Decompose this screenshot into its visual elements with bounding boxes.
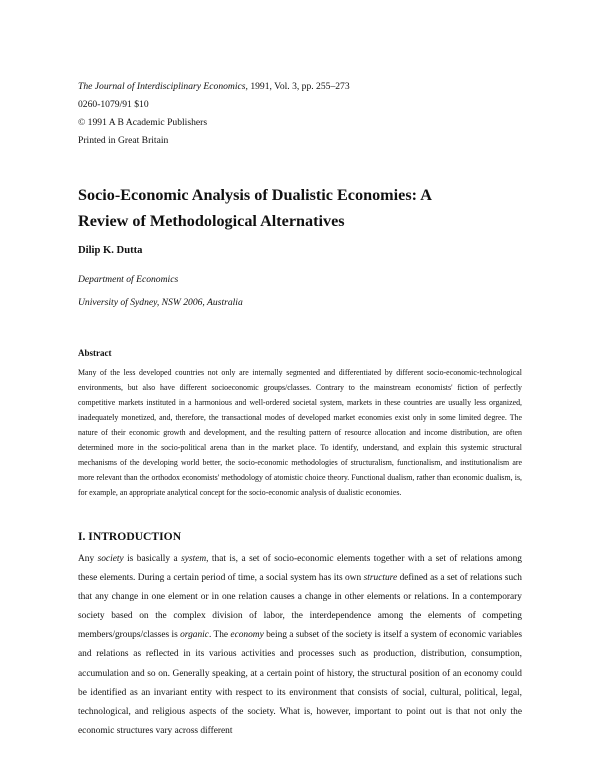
abstract-text: Many of the less developed countries not only are internally segmented and differentiated by different socio-economic-technological environments, but also have different socioeconomic groups/classes. Contrary to the mainstream economists' fiction of perfectly competitive markets instituted in a harmonious and well-ordered societal system, markets in these countries are usually less organized, inadequately monetized, and, therefore, the transactional modes of developed market economies exist only in some limited degree. The nature of their economic growth and development, and the resulting pattern of resource allocation and income distribution, are often determined more in the socio-political arena than in the market place. To identify, understand, and explain this systemic structural mechanisms of the developing world better, the socio-economic methodologies of structuralism, functionalism, and institutionalism are more relevant than the orthodox economists' methodology of atomistic choice theory. Functional dualism, rather than economic dualism, is, for example, an appropriate analytical concept for the socio-economic analysis of dualistic economies. <box>78 368 522 497</box>
emphasis-system: system <box>181 554 207 564</box>
affiliation <box>78 268 522 314</box>
copyright-line: © 1991 A B Academic Publishers <box>78 117 208 128</box>
journal-citation <box>78 80 522 93</box>
text-run: being a subset of the society is itself a system of economic variables and relations as reflected in its various activities and processes such as production, distribution, consumption, accumulation and so on. Generally speaking, at a certain point of history, the structural position of an economy could be identified as an invariant entity with respect to its environment that consists of social, cultural, political, legal, technological, and religious aspects of the society. What is, however, important to point out is that not only the economic structures vary across different <box>78 630 522 736</box>
abstract-heading: Abstract <box>78 348 112 358</box>
publication-info <box>78 80 522 147</box>
emphasis-economy: economy <box>230 630 264 641</box>
university: University of Sydney, NSW 2006, Australia <box>78 297 243 308</box>
emphasis-society: society <box>97 554 124 564</box>
printed-line: Printed in Great Britain <box>78 135 169 146</box>
emphasis-organic: organic <box>180 630 209 641</box>
text-run: defined as a set of relations such that any change in one element or in one relation causes a change in other elements or relations. In a contemporary society based on the complex division of labor, the interdependence among the elements of competing members/groups/classes is <box>78 573 522 641</box>
introduction-paragraph <box>78 550 522 741</box>
text-run: Any <box>78 554 98 564</box>
paper-title: Socio-Economic Analysis of Dualistic Economies: A Review of Methodological Alternatives <box>78 186 431 230</box>
emphasis-structure: structure <box>363 573 398 584</box>
section-heading: I. INTRODUCTION <box>78 530 182 543</box>
text-run: . The <box>208 630 231 641</box>
issn-line: 0260-1079/91 $10 <box>78 99 149 110</box>
journal-name: The Journal of Interdisciplinary Economics <box>78 81 246 92</box>
department: Department of Economics <box>78 274 179 285</box>
author-name: Dilip K. Dutta <box>78 245 143 256</box>
text-run: , that is, a set of socio-economic elements together with a set of relations among these elements. During a certain period of time, a social system has its own <box>78 554 522 584</box>
journal-volume-pages: , 1991, Vol. 3, pp. 255–273 <box>245 81 350 92</box>
text-run: is basically a <box>123 554 182 564</box>
